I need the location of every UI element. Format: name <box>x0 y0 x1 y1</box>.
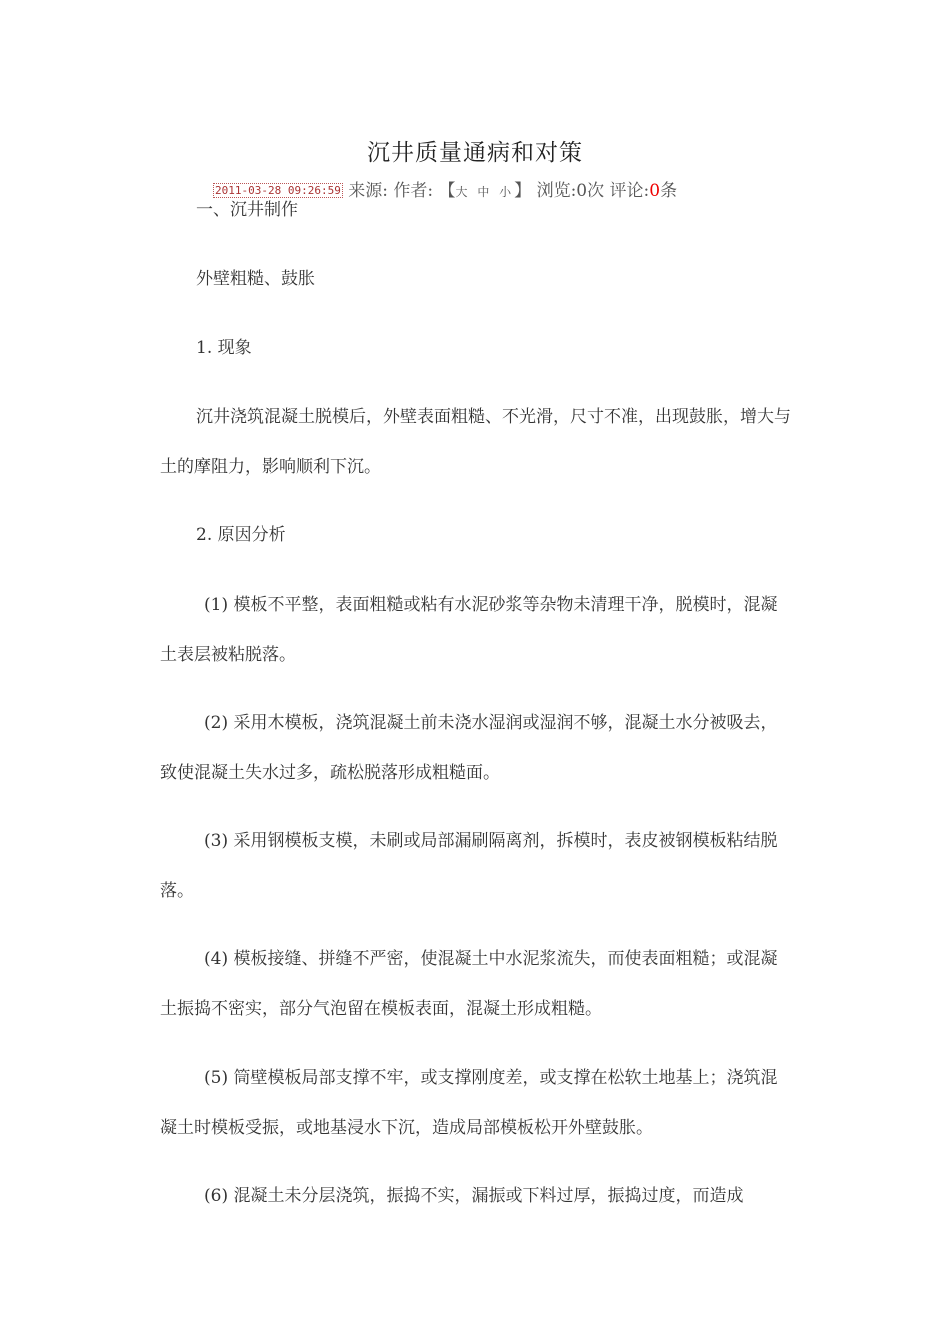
font-size-open: 【 <box>438 181 456 201</box>
comments-count: 0 <box>649 181 661 201</box>
comments-label: 评论: <box>609 181 650 201</box>
author-label: 作者: <box>393 181 434 201</box>
font-size-options[interactable]: 大 中 小 <box>455 185 515 199</box>
phenomenon-paragraph: 沉井浇筑混凝土脱模后，外壁表面粗糙、不光滑，尺寸不准，出现鼓胀，增大与土的摩阻力，影响顺利下沉。 <box>160 407 791 477</box>
comments-unit: 条 <box>660 181 678 201</box>
cause-item-2: (2) 采用木模板，浇筑混凝土前未浇水湿润或湿润不够，混凝土水分被吸去，致使混凝土失水过多，疏松脱落形成粗糙面。 <box>160 713 778 783</box>
cause-item-5: (5) 筒壁模板局部支撑不牢，或支撑刚度差，或支撑在松软土地基上；浇筑混凝土时模板受振，或地基浸水下沉，造成局部模板松开外壁鼓胀。 <box>160 1068 778 1138</box>
cause-item-3: (3) 采用钢模板支模，未刷或局部漏刷隔离剂，拆模时，表皮被钢模板粘结脱落。 <box>160 831 778 901</box>
cause-item-6: (6) 混凝土未分层浇筑，振捣不实，漏振或下料过厚，振捣过度，而造成 <box>204 1186 744 1206</box>
article-title: 沉井质量通病和对策 <box>367 140 583 166</box>
subsection-heading: 外壁粗糙、鼓胀 <box>196 269 315 289</box>
publish-timestamp: 2011-03-28 09:26:59 <box>215 184 341 197</box>
font-size-close: 】 <box>514 181 532 201</box>
cause-item-4: (4) 模板接缝、拼缝不严密，使混凝土中水泥浆流失，而使表面粗糙；或混凝土振捣不密实，部分气泡留在模板表面，混凝土形成粗糙。 <box>160 949 778 1019</box>
cause-heading: 2. 原因分析 <box>196 525 286 545</box>
section-heading: 一、沉井制作 <box>196 200 298 220</box>
source-label: 来源: <box>348 181 388 201</box>
phenomenon-heading: 1. 现象 <box>196 338 252 358</box>
views-label: 浏览:0次 <box>536 181 605 201</box>
cause-item-1: (1) 模板不平整，表面粗糙或粘有水泥砂浆等杂物未清理干净，脱模时，混凝土表层被粘脱落。 <box>160 595 778 665</box>
